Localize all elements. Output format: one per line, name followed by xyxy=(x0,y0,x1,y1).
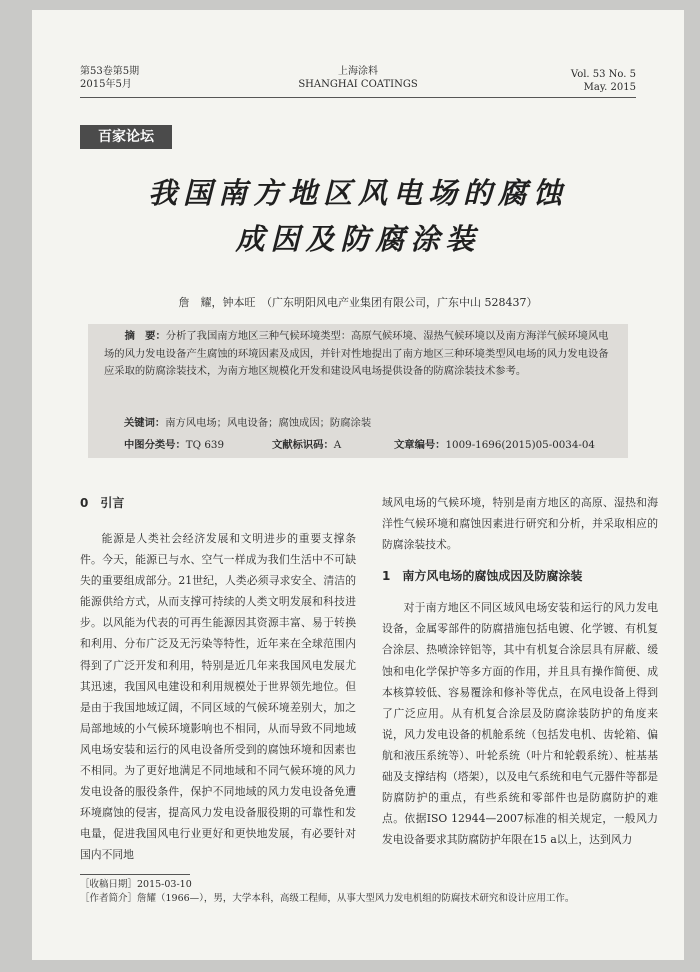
intro-paragraph-continued: 域风电场的气候环境，特别是南方地区的高原、湿热和海洋性气候环境和腐蚀因素进行研究和分析，并采取相应的防腐涂装技术。 xyxy=(382,496,658,552)
left-column xyxy=(80,492,356,866)
header-date-en: May. 2015 xyxy=(583,82,636,93)
right-column xyxy=(382,492,658,850)
keywords-label: 关键词： xyxy=(124,417,166,429)
intro-heading: 0 引言 xyxy=(80,496,125,510)
section1-heading: 1 南方风电场的腐蚀成因及防腐涂装 xyxy=(382,569,583,584)
section1-paragraph: 对于南方地区不同区域风电场安装和运行的风力发电设备，金属零部件的防腐措施包括电镀、化学镀、有机复合涂层、热喷涂锌铝等，其中有机复合涂层具有屏蔽、缓蚀和电化学保护等多方面的作用，并且具有操作简便、成本核算较低、容易覆涂和修补等优点，在风电设备上得到了广泛应用。从有机复合涂层及防腐涂装防护的角度来说，风力发电设备的机舱系统（包括发电机、齿轮箱、偏航和液压系统等）、叶轮系统（叶片和轮毂系统）、桩基基础及支撑结构（塔架），以及电气系统和电气元器件等都是防腐防护的重点，有些系统和零部件也是防腐防护的难点。依据ISO 12944—2007标准的相关规定，一般风力发电设备要求其防腐防护年限在15 a以上，达到风力 xyxy=(382,601,658,847)
document-code xyxy=(272,438,341,452)
article-no-label: 文章编号： xyxy=(394,439,446,451)
header-volume-issue: 第53卷第5期 xyxy=(80,66,140,77)
header-journal-en: SHANGHAI COATINGS xyxy=(298,79,418,90)
title-line-1: 我国南方地区风电场的腐蚀 xyxy=(147,176,568,210)
abstract-label: 摘 要： xyxy=(124,330,166,342)
doc-code-label: 文献标识码： xyxy=(272,439,334,451)
title-line-2: 成因及防腐涂装 xyxy=(235,222,481,256)
column-tag: 百家论坛 xyxy=(80,125,172,149)
article-number xyxy=(394,438,595,452)
journal-page xyxy=(32,10,684,960)
header-vol-en: Vol. 53 No. 5 xyxy=(570,69,636,80)
footnote-author-bio: ［作者简介］詹耀（1966—），男，大学本科，高级工程师，从事大型风力发电机组的防腐技术研究和设计应用工作。 xyxy=(80,893,575,904)
abstract-text: 分析了我国南方地区三种气候环境类型：高原气候环境、湿热气候环境以及南方海洋气候环境风电场的风力发电设备产生腐蚀的环境因素及成因，并针对性地提出了南方地区三种环境类型风电场的风力发电设备应采取的防腐涂装技术，为南方地区规模化开发和建设风电场提供设备的防腐涂装技术参考。 xyxy=(104,330,609,377)
abstract xyxy=(104,328,618,381)
intro-paragraph: 能源是人类社会经济发展和文明进步的重要支撑条件。今天，能源已与水、空气一样成为我们生活中不可缺失的重要组成部分。21世纪，人类必须寻求安全、清洁的能源供给方式，从而支撑可持续的人类文明发展和科技进步。以风能为代表的可再生能源因其资源丰富、易于转换和利用、分布广泛及无污染等特性，近年来在全球范围内得到了广泛开发和利用，特别是近几年来我国风电发展尤其迅速，我国风电建设和利用规模处于世界领先地位。但是由于我国地域辽阔，不同区域的气候环境差别大，加之局部地域的小气候环境影响也不相同，从而导致不同地域风电场安装和运行的风电设备所受到的腐蚀环境和因素也不相同。为了更好地满足不同地域和不同气候环境的风力发电设备的服役条件，保护不同地域的风力发电设备免遭环境腐蚀的侵害，提高风力发电设备服役期的可靠性和发电量，促进我国风电行业更好和更快地发展，有必要针对国内不同地 xyxy=(80,532,356,862)
keywords xyxy=(124,416,371,430)
article-title xyxy=(32,170,684,262)
clc-number xyxy=(124,438,224,452)
header-issue-en xyxy=(571,68,636,94)
clc-value: TQ 639 xyxy=(185,439,225,451)
keywords-text: 南方风电场；风电设备；腐蚀成因；防腐涂装 xyxy=(165,417,372,429)
clc-label: 中图分类号： xyxy=(124,439,186,451)
authors-affiliation: 詹 耀，钟本旺 （广东明阳风电产业集团有限公司，广东中山 528437） xyxy=(178,296,538,309)
article-no-value: 1009-1696(2015)05-0034-04 xyxy=(445,439,595,451)
header-date: 2015年5月 xyxy=(80,79,132,90)
header-journal-cn: 上海涂料 xyxy=(338,66,378,77)
footnote-divider xyxy=(80,874,190,875)
header-divider xyxy=(80,97,636,98)
footnote-received: ［收稿日期］2015-03-10 xyxy=(80,879,192,890)
doc-code-value: A xyxy=(333,439,342,451)
